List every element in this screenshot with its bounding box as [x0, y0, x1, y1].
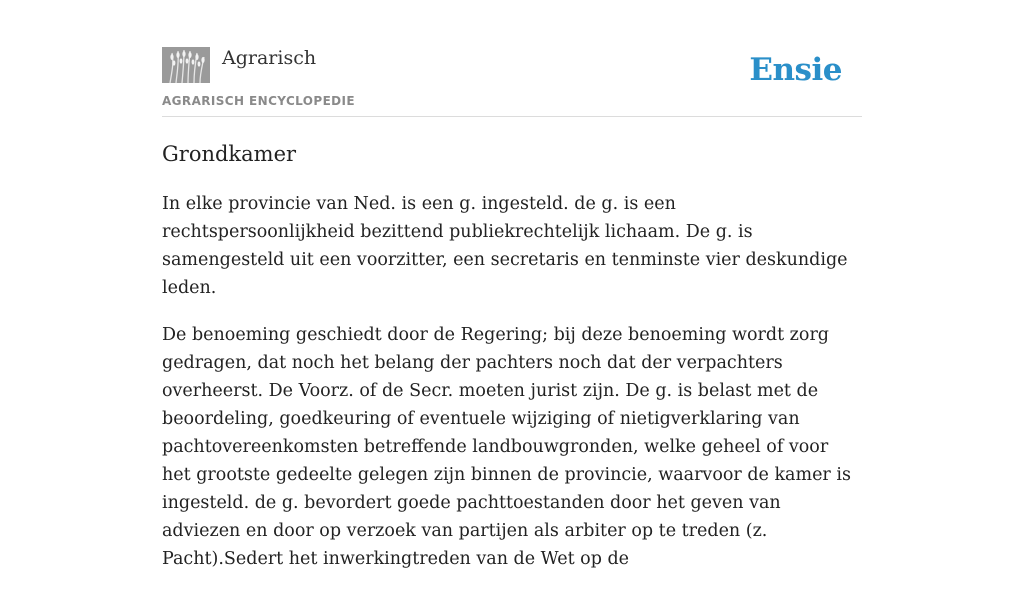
article-title: Grondkamer — [162, 142, 297, 166]
article-paragraph: De benoeming geschiedt door de Regering; bij deze benoeming wordt zorg gedragen, dat noch het belang der pachters noch dat der verpachters overheerst. De Voorz. of de Secr. moeten jurist zijn. De g. is belast met de beoordeling, goedkeuring of eventuele wijziging of nietigverklaring van pachtovereenkomsten betreffende landbouwgronden, welke geheel of voor het grootste gedeelte gelegen zijn binnen de provincie, waarvoor de kamer is ingesteld. de g. bevordert goede pachttoestanden door het geven van adviezen en door op verzoek van partijen als arbiter op te treden (z. Pacht).Sedert het inwerkingtreden van de Wet op de — [162, 325, 851, 569]
article — [162, 138, 862, 592]
site-name[interactable]: Agrarisch — [222, 47, 317, 69]
wheat-logo-icon[interactable] — [162, 47, 210, 83]
site-header — [162, 44, 862, 117]
article-paragraph: In elke provincie van Ned. is een g. ingesteld. de g. is een rechtspersoonlijkheid bezittend publiekrechtelijk lichaam. De g. is samengesteld uit een voorzitter, een secretaris en tenminste vier deskundige leden. — [162, 194, 848, 298]
site-subtitle: AGRARISCH ENCYCLOPEDIE — [162, 94, 355, 108]
brand-logo[interactable]: Ensie — [749, 52, 842, 88]
article-body — [162, 190, 862, 573]
